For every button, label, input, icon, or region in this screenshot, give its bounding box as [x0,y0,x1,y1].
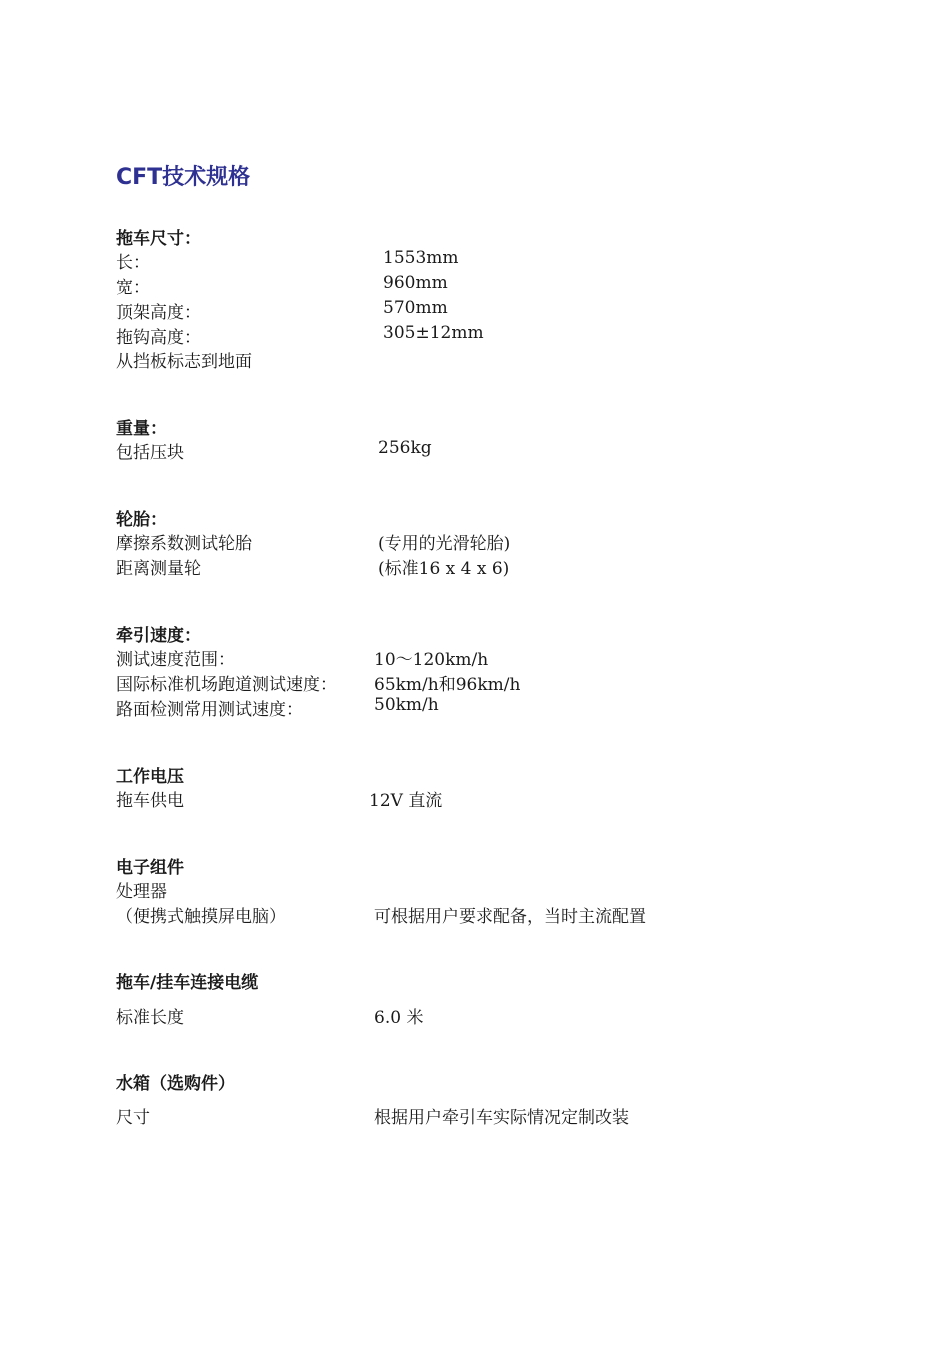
spec-label: 测试速度范围： [116,650,235,670]
spec-label: 标准长度 [116,1008,184,1028]
spec-value: 570mm [383,298,448,318]
spec-value: 6.0 米 [374,1008,424,1028]
spec-value: 10～120km/h [374,650,489,670]
section-heading-dimensions: 拖车尺寸： [116,229,201,249]
spec-label: 国际标准机场跑道测试速度： [116,675,337,695]
spec-value: (专用的光滑轮胎) [378,534,511,554]
spec-label: 拖钩高度： [116,328,201,348]
spec-value: 12V 直流 [369,791,443,811]
spec-label: 尺寸 [116,1108,150,1128]
spec-label: 宽： [116,278,150,298]
spec-value: 50km/h [374,695,439,715]
spec-value: 256kg [378,438,432,458]
spec-label: 包括压块 [116,443,184,463]
section-heading-towing-speed: 牵引速度： [116,626,201,646]
spec-label: 拖车供电 [116,791,184,811]
section-heading-weight: 重量： [116,419,167,439]
spec-label: 从挡板标志到地面 [116,352,252,372]
spec-value: 1553mm [383,248,459,268]
spec-value: (标准16 x 4 x 6) [378,559,510,579]
spec-label: 处理器 [116,882,167,902]
spec-value: 65km/h和96km/h [374,675,521,695]
spec-value: 960mm [383,273,448,293]
spec-label: 摩擦系数测试轮胎 [116,534,252,554]
section-heading-electronics: 电子组件 [116,858,184,878]
spec-value: 根据用户牵引车实际情况定制改装 [374,1108,629,1128]
section-heading-water-tank: 水箱（选购件） [116,1074,235,1094]
spec-label: （便携式触摸屏电脑） [116,907,286,927]
spec-value: 可根据用户要求配备，当时主流配置 [374,907,646,927]
section-heading-voltage: 工作电压 [116,767,184,787]
page-title: CFT技术规格 [116,165,251,190]
section-heading-cable: 拖车/挂车连接电缆 [116,973,259,993]
spec-label: 路面检测常用测试速度： [116,700,303,720]
spec-label: 顶架高度： [116,303,201,323]
spec-value: 305±12mm [383,323,484,343]
spec-label: 长： [116,253,150,273]
section-heading-tires: 轮胎： [116,510,167,530]
spec-label: 距离测量轮 [116,559,201,579]
